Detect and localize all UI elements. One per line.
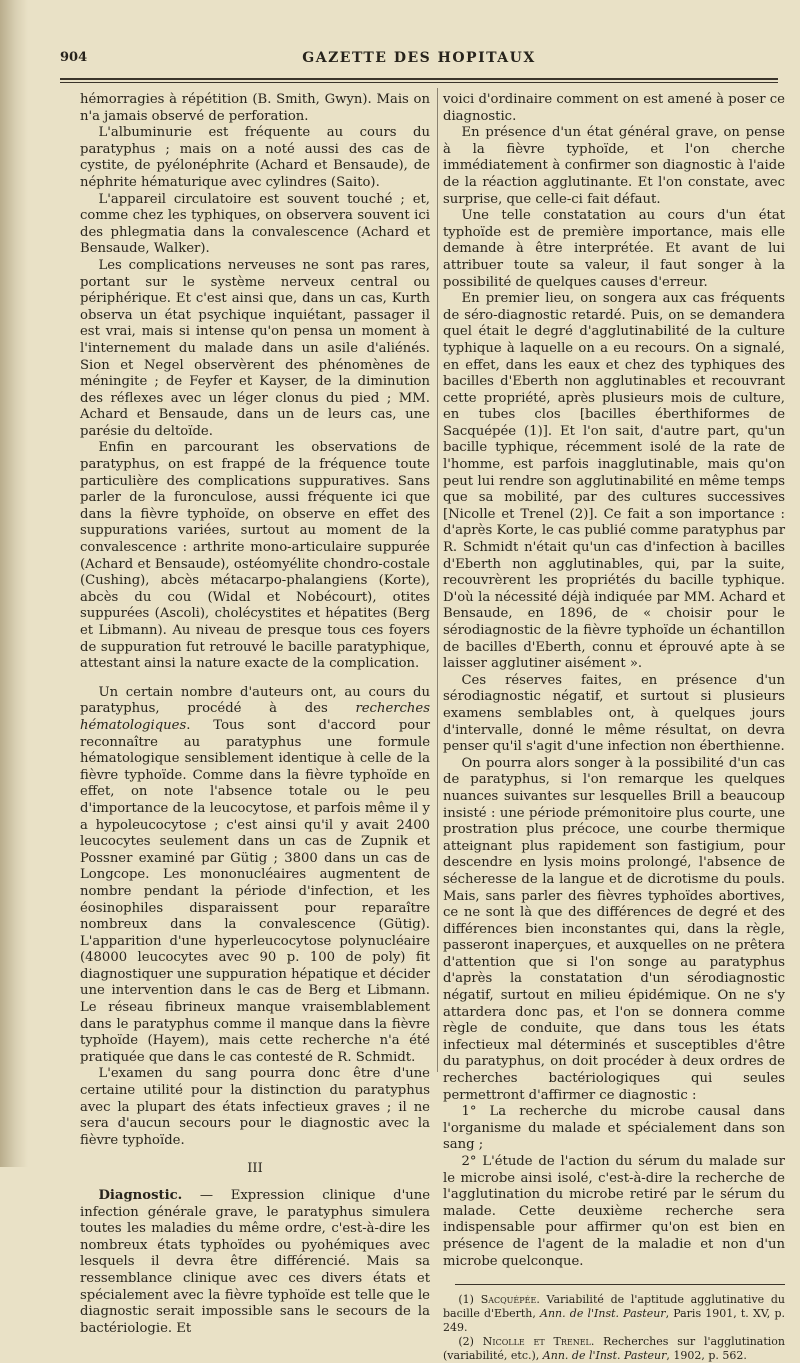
paragraph: L'albuminurie est fréquente au cours du paratyphus ; mais on a noté aussi des cas de cystite, de pyélonéphrite (Achard et Bensaude), de néphrite hématurique avec cylindres (Saito). [80,125,430,190]
column-divider [437,88,438,1072]
footnote: (2) Nicolle et Trenel. Recherches sur l'agglutination (variabilité, etc.), Ann. de l'Inst. Pasteur, 1902, p. 562. [443,1335,785,1363]
paragraph: Les complications nerveuses ne sont pas rares, portant sur le système nerveux central ou périphérique. Et c'est ainsi que, dans un cas, Kurth observa un état psychique inquiétant, passager il est vrai, mais si intense qu'on pensa un moment à l'internement du malade dans un asile d'aliénés. Sion et Negel observèrent des phénomènes de méningite ; de Feyfer et Kayser, de la diminution des réflexes avec un léger clonus du pied ; MM. Achard et Bensaude, dans un de leurs cas, une parésie du deltoïde. [80,257,430,439]
page-number: 904 [60,50,88,65]
footnote-rule [455,1284,785,1285]
section-numeral: III [247,1161,263,1177]
journal-title: GAZETTE DES HOPITAUX [302,50,536,66]
left-column [80,92,430,1337]
paragraph: L'appareil circulatoire est souvent touché ; et, comme chez les typhiques, on observera souvent ici des phlegmatia dans la convalescence (Achard et Bensaude, Walker). [80,191,430,257]
paragraph: Ces réserves faites, en présence d'un sérodiagnostic négatif, et surtout si plusieurs examens semblables ont, à quelques jours d'intervalle, donné le même résultat, on devra penser qu'il s'agit d'une infection non éberthienne. [443,672,785,755]
footnote: (1) Sacquépée. Variabilité de l'aptitude agglutinative du bacille d'Eberth, Ann. de l'Inst. Pasteur, Paris 1901, t. XV, p. 249. [443,1293,785,1335]
italic-phrase: recherches hématologiques [80,701,430,733]
paragraph: L'examen du sang pourra donc être d'une certaine utilité pour la distinction du paratyphus avec la plupart des états infectieux graves ; il ne sera d'aucun secours pour le diagnostic avec la fièvre typhoïde. [80,1066,430,1148]
paragraph: Enfin en parcourant les observations de paratyphus, on est frappé de la fréquence toute particulière des complications suppuratives. Sans parler de la furonculose, aussi fréquente ici que dans la fièvre typhoïde, on observe en effet des suppurations variées, surtout au moment de la convalescence : arthrite mono-articulaire suppurée (Achard et Bensaude), ostéomyélite chondro-costale (Cushing), abcès métacarpo-phalangiens (Korte), abcès du cou (Widal et Nobécourt), otites suppurées (Ascoli), cholécystites et hépatites (Berg et Libmann). Au niveau de presque tous ces foyers de suppuration fut retrouvé le bacille paratyphique, attestant ainsi la nature exacte de la complication. [80,440,430,672]
paragraph: 1° La recherche du microbe causal dans l'organisme du malade et spécialement dans son sang ; [443,1104,785,1153]
header-rule [60,78,778,83]
paragraph: voici d'ordinaire comment on est amené à poser ce diagnostic. [443,92,785,124]
paragraph: hémorragies à répétition (B. Smith, Gwyn). Mais on n'a jamais observé de perforation. [80,92,430,124]
binding-spine [0,0,28,1167]
right-column [443,92,785,1363]
paragraph: En premier lieu, on songera aux cas fréquents de séro-diagnostic retardé. Puis, on se demandera quel était le degré d'agglutinabilité de la culture typhique à laquelle on a eu recours. On a signalé, en effet, dans les eaux et chez des typhiques des bacilles d'Eberth non agglutinables et recouvrant cette propriété, après plusieurs mois de culture, en tubes clos [bacilles éberthiformes de Sacquépée (1)]. Et l'on sait, d'autre part, qu'un bacille typhique, récemment isolé de la rate de l'homme, est parfois inagglutinable, mais qu'on peut lui rendre son agglutinabilité en même temps que sa mobilité, par des cultures successives [Nicolle et Trenel (2)]. Ce fait a son importance : d'après Korte, le cas publié comme paratyphus par R. Schmidt n'était qu'un cas d'infection à bacilles d'Eberth non agglutinables, qui, par la suite, recouvrèrent les propriétés du bacille typhique. D'où la nécessité déjà indiquée par MM. Achard et Bensaude, en 1896, de « choisir pour le sérodiagnostic de la fièvre typhoïde un échantillon de bacilles d'Eberth, connu et éprouvé apte à se laisser agglutiner aisément ». [443,291,785,672]
paragraph: Une telle constatation au cours d'un état typhoïde est de première importance, mais elle demande à être interprétée. Et avant de lui attribuer toute sa valeur, il faut songer à la possibilité de quelques causes d'erreur. [443,208,785,290]
paragraph-diagnostic: Diagnostic. — Expression clinique d'une infection générale grave, le paratyphus simulera toutes les maladies du même ordre, c'est-à-dire les nombreux états typhoïdes ou pyohémiques avec lesquels il devra être différencié. Mais sa ressemblance clinique avec ces divers états et spécialement avec la fièvre typhoïde est telle que le diagnostic serait impossible sans le secours de la bactériologie. Et [80,1188,430,1336]
page-header [60,50,778,72]
paragraph-hematology: Un certain nombre d'auteurs ont, au cours du paratyphus, procédé à des recherches hématologiques. Tous sont d'accord pour reconnaître au paratyphus une formule hématologique sensiblement identique à celle de la fièvre typhoïde. Comme dans la fièvre typhoïde en effet, on note l'absence totale ou le peu d'importance de la leucocytose, et parfois même il y a hypoleucocytose ; c'est ainsi qu'il y avait 2400 leucocytes seulement dans un cas de Zupnik et Possner examiné par Gütig ; 3800 dans un cas de Longcope. Les mononucléaires augmentent de nombre pendant la période d'infection, et les éosinophiles disparaissent pour reparaître nombreux dans la convalescence (Gütig). L'apparition d'une hyperleucocytose polynucléaire (48000 leucocytes avec 90 p. 100 de poly) fit diagnostiquer une suppuration hépatique et décider une intervention dans le cas de Berg et Libmann. Le réseau fibrineux manque vraisemblablement dans le paratyphus comme il manque dans la fièvre typhoïde (Hayem), mais cette recherche n'a été pratiquée que dans le cas contesté de R. Schmidt. [80,684,430,1065]
paragraph: En présence d'un état général grave, on pense à la fièvre typhoïde, et l'on cherche immédiatement à confirmer son diagnostic à l'aide de la réaction agglutinante. Et l'on constate, avec surprise, que celle-ci fait défaut. [443,125,785,207]
diagnostic-heading: Diagnostic. [98,1188,183,1203]
paragraph: 2° L'étude de l'action du sérum du malade sur le microbe ainsi isolé, c'est-à-dire la recherche de l'agglutination du microbe retiré par le sérum du malade. Cette deuxième recherche sera indispensable pour affirmer qu'on est bien en présence de l'agent de la maladie et non d'un microbe quelconque. [443,1154,785,1269]
paragraph: On pourra alors songer à la possibilité d'un cas de paratyphus, si l'on remarque les quelques nuances suivantes sur lesquelles Brill a beaucoup insisté : une période prémonitoire plus courte, une prostration plus précoce, une courbe thermique atteignant plus rapidement son fastigium, pour descendre en lysis moins prolongé, l'absence de sécheresse de la langue et de dicrotisme du pouls. Mais, sans parler des fièvres typhoïdes abortives, ce ne sont là que des différences de degré et des différences bien inconstantes qui, dans la règle, passeront inaperçues, et auxquelles on ne prêtera d'attention que si l'on songe au paratyphus d'après la constatation d'un sérodiagnostic négatif, surtout en milieu épidémique. On ne s'y attardera donc pas, et l'on se donnera comme règle de conduite, que dans tous les états infectieux mal déterminés et susceptibles d'être du paratyphus, on doit procéder à deux ordres de recherches bactériologiques qui seules permettront d'affirmer ce diagnostic : [443,755,785,1103]
